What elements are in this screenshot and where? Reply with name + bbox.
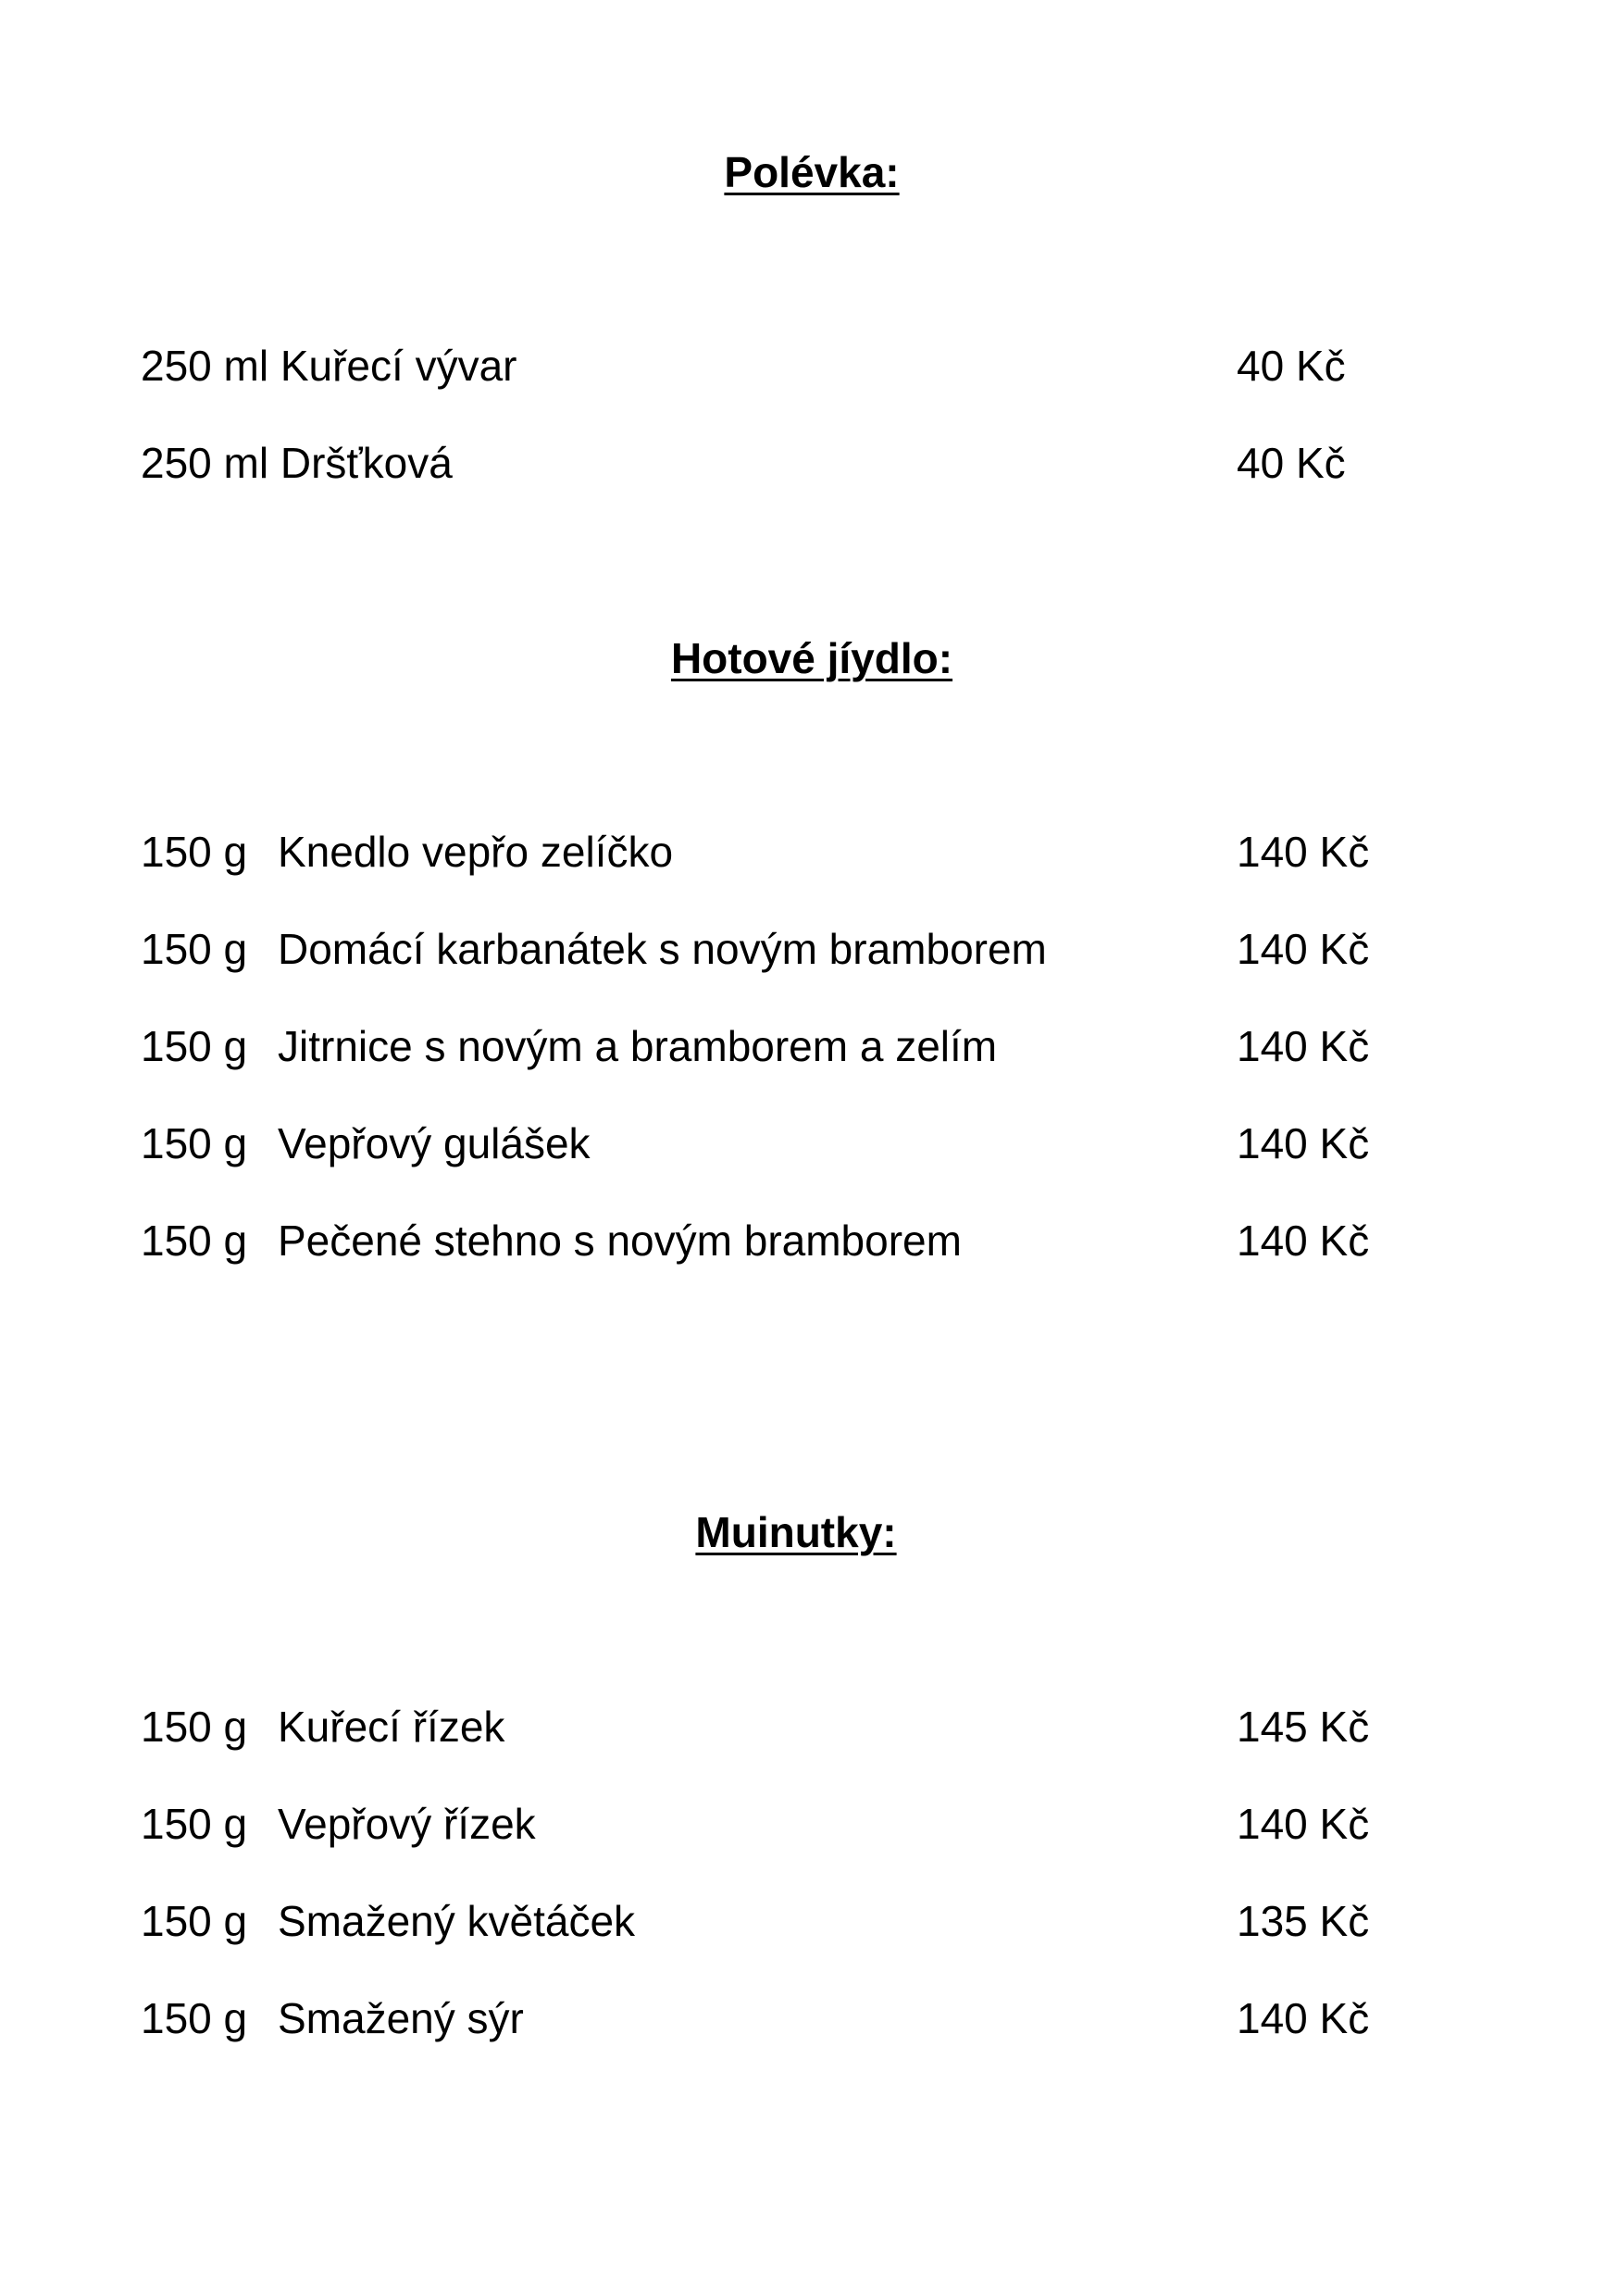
section-title-soup: Polévka: bbox=[724, 148, 900, 196]
menu-item-name: Pečené stehno s novým bramborem bbox=[278, 1217, 962, 1265]
menu-item-amount: 150 g bbox=[141, 1703, 248, 1751]
menu-item-amount: 150 g bbox=[141, 1897, 248, 1945]
menu-item bbox=[141, 435, 1437, 491]
menu-item bbox=[141, 1893, 1437, 1949]
section-title-ready-meals: Hotové jíydlo: bbox=[670, 634, 953, 682]
menu-item bbox=[141, 1796, 1437, 1852]
menu-item-price: 140 Kč bbox=[1237, 925, 1370, 973]
menu-item-price: 140 Kč bbox=[1237, 828, 1370, 876]
menu-item-price: 140 Kč bbox=[1237, 1119, 1370, 1167]
menu-item bbox=[141, 1213, 1437, 1268]
menu-item-name: Domácí karbanátek s novým bramborem bbox=[278, 925, 1047, 973]
section-title-minute-meals: Muinutky: bbox=[695, 1508, 897, 1556]
menu-item-price: 140 Kč bbox=[1237, 1800, 1370, 1848]
menu-item-price: 140 Kč bbox=[1237, 1022, 1370, 1070]
menu-item-price: 40 Kč bbox=[1237, 439, 1346, 487]
menu-item-amount: 150 g bbox=[141, 1994, 248, 2042]
menu-item bbox=[141, 921, 1437, 977]
menu-item bbox=[141, 1018, 1437, 1074]
menu-item bbox=[141, 1990, 1437, 2046]
menu-item-price: 145 Kč bbox=[1237, 1703, 1370, 1751]
menu-item-name: Jitrnice s novým a bramborem a zelím bbox=[278, 1022, 998, 1070]
menu-item-amount: 150 g bbox=[141, 925, 248, 973]
menu-item bbox=[141, 338, 1437, 393]
menu-item-amount: 150 g bbox=[141, 1217, 248, 1265]
menu-item-price: 135 Kč bbox=[1237, 1897, 1370, 1945]
menu-item bbox=[141, 824, 1437, 880]
menu-item-amount: 150 g bbox=[141, 1022, 248, 1070]
menu-item-price: 140 Kč bbox=[1237, 1994, 1370, 2042]
menu-item-name: Knedlo vepřo zelíčko bbox=[278, 828, 674, 876]
menu-item-price: 40 Kč bbox=[1237, 342, 1346, 390]
menu-item-price: 140 Kč bbox=[1237, 1217, 1370, 1265]
menu-item-label: 250 ml Dršťková bbox=[141, 439, 453, 487]
menu-item bbox=[141, 1699, 1437, 1754]
menu-item-amount: 150 g bbox=[141, 1800, 248, 1848]
menu-item-name: Vepřový řízek bbox=[278, 1800, 536, 1848]
menu-item bbox=[141, 1116, 1437, 1171]
menu-item-label: 250 ml Kuřecí vývar bbox=[141, 342, 517, 390]
menu-item-name: Smažený sýr bbox=[278, 1994, 524, 2042]
menu-item-name: Smažený květáček bbox=[278, 1897, 636, 1945]
menu-item-name: Vepřový gulášek bbox=[278, 1119, 591, 1167]
menu-item-amount: 150 g bbox=[141, 1119, 248, 1167]
menu-item-amount: 150 g bbox=[141, 828, 248, 876]
menu-item-name: Kuřecí řízek bbox=[278, 1703, 505, 1751]
